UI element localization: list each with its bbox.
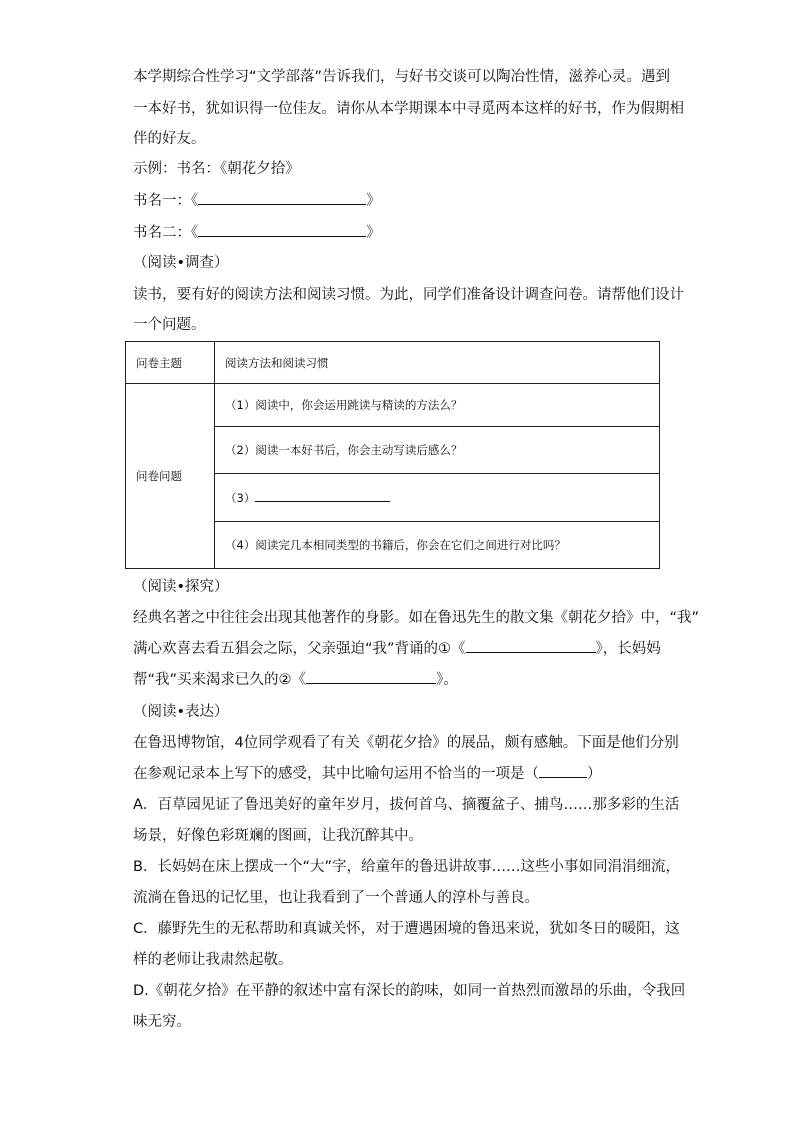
- question-4-cell: （4）阅读完几本相同类型的书籍后，你会在它们之间进行对比吗？: [215, 522, 660, 569]
- explore-blank-2[interactable]: [306, 668, 436, 684]
- explore-heading: （阅读•探究）: [133, 579, 229, 595]
- express-line-1: 在鲁迅博物馆，4位同学观看了有关《朝花夕拾》的展品，颇有感触。下面是他们分别: [133, 735, 679, 751]
- explore-line-2-end: 》，长妈妈: [595, 641, 661, 657]
- explore-line-1: 经典名著之中往往会出现其他著作的身影。如在鲁迅先生的散文集《朝花夕拾》中，“我”: [133, 610, 700, 626]
- explore-line-3-end: 》。: [436, 672, 458, 688]
- option-a-line-1: A．百草园见证了鲁迅美好的童年岁月，拔何首乌、摘覆盆子、捕鸟……那多彩的生活: [133, 797, 680, 813]
- intro-line-3: 伴的好友。: [133, 131, 206, 147]
- option-b-line-1: B．长妈妈在床上摆成一个“大”字，给童年的鲁迅讲故事……这些小事如同涓涓细流，: [133, 859, 680, 875]
- option-b-line-2: 流淌在鲁迅的记忆里，也让我看到了一个普通人的淳朴与善良。: [133, 890, 539, 906]
- question-1-cell: （1）阅读中，你会运用跳读与精读的方法么？: [215, 384, 660, 427]
- express-line-2: [133, 759, 668, 790]
- book-two-close: 》: [366, 225, 381, 241]
- topic-label-cell: 问卷主题: [126, 342, 215, 384]
- book-two-label: 书名二：《: [133, 225, 199, 241]
- explore-line-2: [133, 634, 668, 665]
- answer-blank[interactable]: [539, 762, 587, 778]
- survey-table: [125, 341, 660, 569]
- intro-line-2: 一本好书，犹如识得一位佳友。请你从本学期课本中寻觅两本这样的好书，作为假期相: [133, 101, 684, 117]
- option-d-line-2: 味无穷。: [133, 1014, 191, 1030]
- survey-text-1: 读书，要有好的阅读方法和阅读习惯。为此，同学们准备设计调查问卷。请帮他们设计: [133, 287, 684, 303]
- express-line-2-close: ）: [587, 766, 602, 782]
- table-row: [126, 342, 660, 384]
- questions-label-cell: 问卷问题: [126, 384, 215, 569]
- explore-line-3: [133, 665, 668, 696]
- option-a-line-2: 场景，好像色彩斑斓的图画，让我沉醉其中。: [133, 828, 423, 844]
- book-two-blank[interactable]: [198, 221, 366, 237]
- question-3-blank[interactable]: [255, 489, 390, 502]
- option-c-line-1: C．藤野先生的无私帮助和真诚关怀，对于遭遇困境的鲁迅来说，犹如冬日的暖阳，这: [133, 921, 680, 937]
- question-3-cell: [215, 474, 660, 522]
- book-one-row: [133, 186, 668, 217]
- book-two-row: [133, 218, 668, 249]
- table-row: [126, 384, 660, 427]
- question-3-label: （3）: [225, 491, 256, 505]
- explore-line-2-start: 满心欢喜去看五猖会之际，父亲强迫“我”背诵的①《: [133, 641, 466, 657]
- book-one-label: 书名一：《: [133, 193, 199, 209]
- option-c-line-2: 样的老师让我肃然起敬。: [133, 952, 293, 968]
- example-line: 示例：书名：《朝花夕拾》: [133, 161, 300, 177]
- question-2-cell: （2）阅读一本好书后，你会主动写读后感么？: [215, 427, 660, 474]
- express-line-2-text: 在参观记录本上写下的感受，其中比喻句运用不恰当的一项是（: [133, 766, 539, 782]
- book-one-close: 》: [366, 193, 381, 209]
- option-d-line-1: D.《朝花夕拾》在平静的叙述中富有深长的韵味，如同一首热烈而激昂的乐曲，令我回: [133, 983, 686, 999]
- express-heading: （阅读•表达）: [133, 704, 229, 720]
- survey-text-2: 一个问题。: [133, 317, 206, 333]
- intro-line-1: 本学期综合性学习“文学部落”告诉我们，与好书交谈可以陶冶性情，滋养心灵。遇到: [133, 69, 671, 85]
- explore-line-3-start: 帮“我”买来渴求已久的②《: [133, 672, 307, 688]
- explore-blank-1[interactable]: [466, 637, 596, 653]
- survey-heading: （阅读•调查）: [133, 255, 229, 271]
- topic-value-cell: 阅读方法和阅读习惯: [215, 342, 660, 384]
- book-one-blank[interactable]: [198, 189, 366, 205]
